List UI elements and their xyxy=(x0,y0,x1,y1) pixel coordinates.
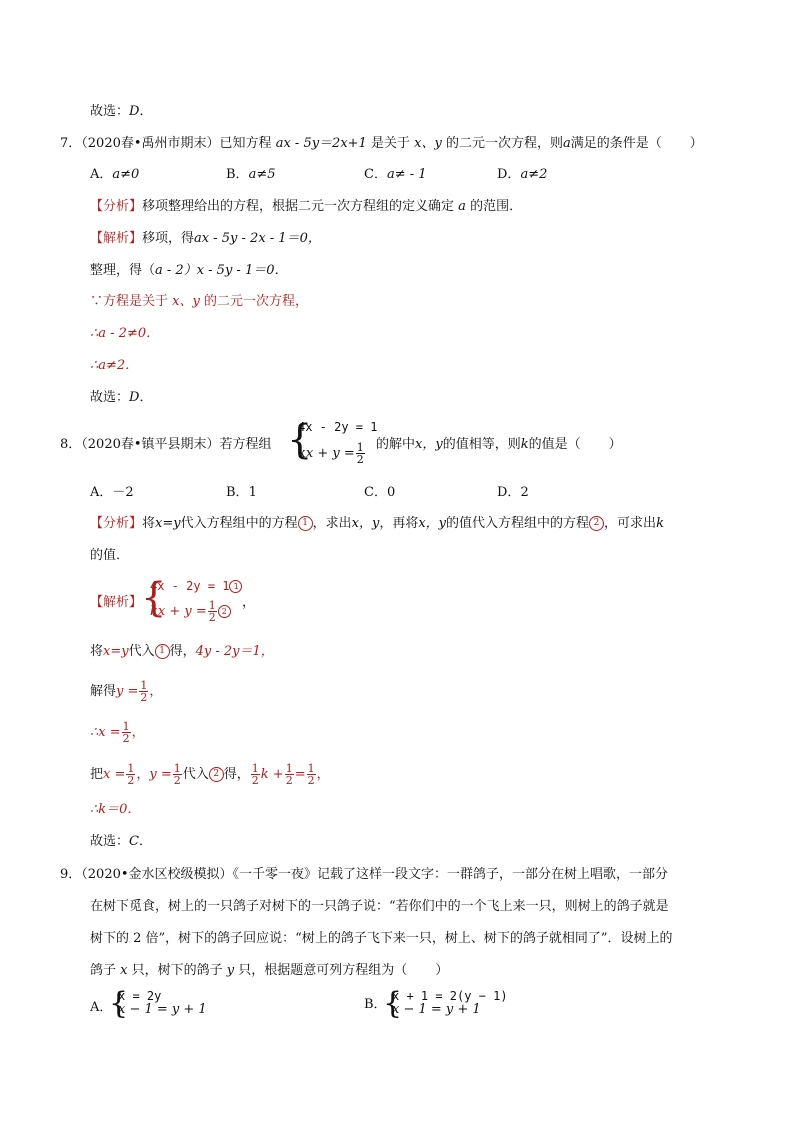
q7-final-answer: 故选：D． xyxy=(90,390,153,405)
q9-option-a-label: A． xyxy=(90,1000,113,1015)
q8-step-5: ∴k＝0． xyxy=(90,802,141,817)
q7-solution-line-5: ∴a≠2． xyxy=(90,358,139,373)
q9-stem-line-1: 9．（2020•金水区校级模拟）《一千零一夜》记载了这样一段文字：一群鸽子，一部分在树上唱歌，一部分 xyxy=(60,867,669,882)
q9-option-a-brace: { xyxy=(109,986,129,1021)
q7-analysis: 【分析】移项整理给出的方程，根据二元一次方程组的定义确定 a 的范围． xyxy=(90,199,523,214)
q9-stem-line-3: 树下的 2 倍”，树下的鸽子回应说：“树上的鸽子飞下来一只，树上、树下的鸽子就相同了”．设树上的 xyxy=(90,931,673,946)
q9-option-b-line-2: x − 1 = y + 1 xyxy=(392,1002,481,1017)
circle-1-icon: 1 xyxy=(298,516,313,531)
q9-option-b-label: B． xyxy=(364,997,387,1012)
q9-stem-line-4: 鸽子 x 只，树下的鸽子 y 只，根据题意可列方程组为（ ） xyxy=(90,963,449,978)
q7-stem: 7．（2020春•禹州市期末）已知方程 ax - 5y＝2x+1 是关于 x、y 的二元一次方程，则a满足的条件是（ ） xyxy=(60,136,703,151)
q6-final-answer: 故选：D． xyxy=(90,104,153,119)
q8-option-a: A．－2 xyxy=(90,485,134,500)
q8-analysis-line-1: 【分析】将x=y代入方程组中的方程 1 ，求出x，y，再将x，y的值代入方程组中的方程 2 ，可求出k xyxy=(90,516,664,531)
q9-option-a-line-1: x = 2y xyxy=(118,989,162,1003)
q8-step-4: 把x = $\frac{1}{2}$ ，y = $\frac{1}{2}$ 代入 2 得， $\frac{1}{2}$ k + $\frac{1}{2}$ = $\frac{1}{2}$ ， xyxy=(90,762,330,787)
q8-solution-tag: 【解析】 xyxy=(90,595,143,610)
q7-option-c: C．a≠ - 1 xyxy=(364,167,427,182)
q9-option-b-brace: { xyxy=(383,986,403,1021)
q7-option-a: A．a≠0 xyxy=(90,167,140,182)
q8-system-line-1: 4x - 2y = 1 xyxy=(298,420,378,434)
q8-option-c: C．0 xyxy=(364,485,396,500)
q8-option-d: D．2 xyxy=(497,485,529,500)
q9-option-a-line-2: x − 1 = y + 1 xyxy=(118,1002,207,1017)
q8-solution-system-line-1: 4x - 2y = 1 1 xyxy=(150,577,242,595)
q8-solution-system-line-2: kx + y = $\frac{1}{2}$ 2 xyxy=(150,600,231,623)
q8-final-answer: 故选：C． xyxy=(90,834,152,849)
q7-option-d: D．a≠2 xyxy=(497,167,548,182)
q9-option-b-line-1: x + 1 = 2(y − 1) xyxy=(392,989,508,1003)
q8-solution-comma: ， xyxy=(242,595,256,610)
q9-stem-line-2: 在树下觅食，树上的一只鸽子对树下的一只鸽子说：“若你们中的一个飞上来一只，则树上的鸽子就是 xyxy=(90,899,669,914)
q8-step-1: 将x=y代入 1 得，4y - 2y＝1， xyxy=(90,644,274,659)
q8-system-brace: { xyxy=(287,417,313,463)
q8-solution-brace: { xyxy=(141,575,167,621)
q7-solution-line-2: 整理，得（a - 2）x - 5y - 1＝0． xyxy=(90,263,288,278)
q7-solution-line-1: 【解析】移项，得ax - 5y - 2x - 1＝0， xyxy=(90,231,321,246)
q8-option-b: B．1 xyxy=(226,485,257,500)
q7-option-b: B．a≠5 xyxy=(226,167,276,182)
q7-solution-line-3: ∵方程是关于 x、y 的二元一次方程， xyxy=(90,294,308,309)
circle-2-icon: 2 xyxy=(589,516,604,531)
q8-stem-prefix: 8．（2020春•镇平县期末）若方程组 xyxy=(60,437,272,452)
q8-stem-suffix: 的解中x，y的值相等，则k的值是（ ） xyxy=(376,437,622,452)
q8-step-3: ∴x = $\frac{1}{2}$ ， xyxy=(90,720,145,745)
q8-analysis-line-2: 的值． xyxy=(90,548,130,563)
q8-step-2: 解得y = $\frac{1}{2}$ ， xyxy=(90,679,163,704)
q8-system-line-2: kx + y = $\frac{1}{2}$ xyxy=(298,441,364,466)
q7-solution-line-4: ∴a - 2≠0． xyxy=(90,326,160,341)
